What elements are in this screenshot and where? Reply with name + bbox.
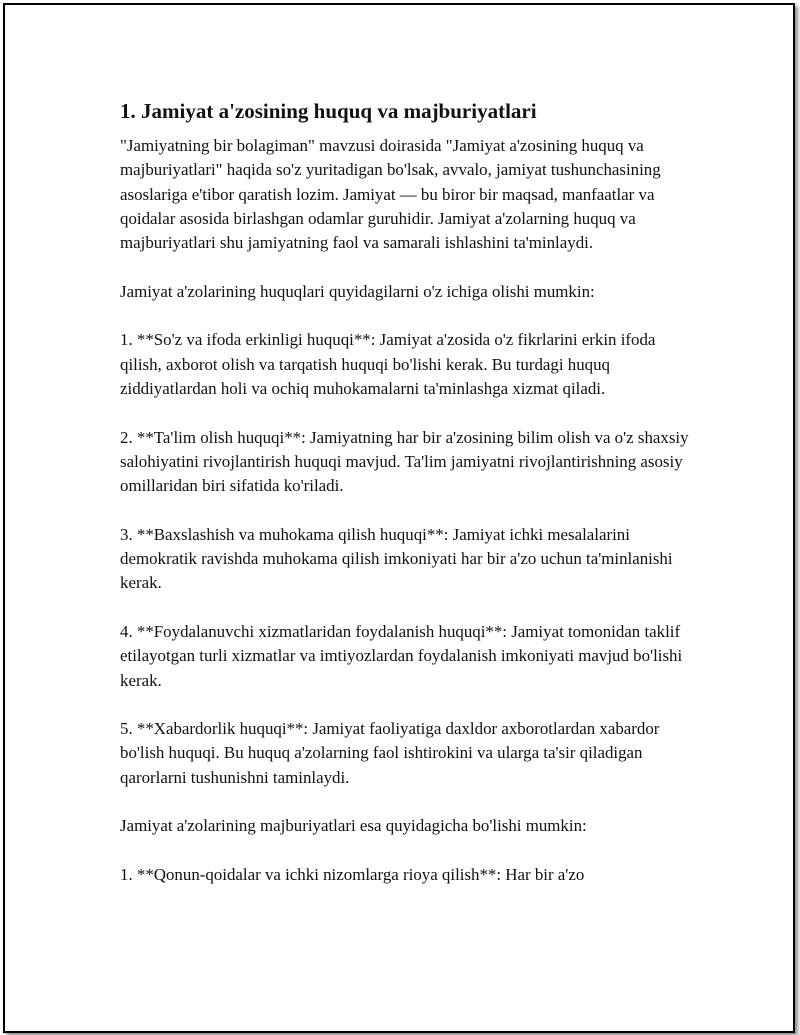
right-item-1: 1. **So'z va ifoda erkinligi huquqi**: Jamiyat a'zosida o'z fikrlarini erkin ifoda qilish, axborot olish va tarqatish huquqi bo'lishi kerak. Bu turdagi huquq ziddiyatlardan holi va ochiq muhokamalarni ta'minlashga xizmat qiladi. bbox=[120, 330, 656, 398]
rights-intro-paragraph: Jamiyat a'zolarining huquqlari quyidagilarni o'z ichiga olishi mumkin: bbox=[120, 281, 595, 301]
document-title: 1. Jamiyat a'zosining huquq va majburiyatlari bbox=[120, 99, 537, 123]
right-item-5: 5. **Xabardorlik huquqi**: Jamiyat faoliyatiga daxldor axborotlardan xabardor bo'lish huquqi. Bu huquq a'zolarning faol ishtirokini va ularga ta'sir qiladigan qarorlarni tushunishni taminlaydi. bbox=[120, 719, 660, 787]
right-item-4: 4. **Foydalanuvchi xizmatlaridan foydalanish huquqi**: Jamiyat tomonidan taklif etilayotgan turli xizmatlar va imtiyozlardan foydalanish imkoniyati mavjud bo'lishi kerak. bbox=[120, 621, 683, 690]
duties-intro-paragraph: Jamiyat a'zolarining majburiyatlari esa quyidagicha bo'lishi mumkin: bbox=[120, 816, 587, 836]
document-body bbox=[120, 97, 700, 887]
right-item-2: 2. **Ta'lim olish huquqi**: Jamiyatning har bir a'zosining bilim olish va o'z shaxsiy salohiyatini rivojlantirish huquqi mavjud. Ta'lim jamiyatni rivojlantirishning asosiy omillaridan biri sifatida ko'riladi. bbox=[120, 427, 689, 496]
intro-paragraph: "Jamiyatning bir bolagiman" mavzusi doirasida "Jamiyat a'zosining huquq va majburiyatlari" haqida so'z yuritadigan bo'lsak, avvalo, jamiyat tushunchasining asoslariga e'tibor qaratish lozim. Jamiyat — bu biror bir maqsad, manfaatlar va qoidalar asosida birlashgan odamlar guruhidir. Jamiyat a'zolarning huquq va majburiyatlari shu jamiyatning faol va samarali ishlashini ta'minlaydi. bbox=[120, 136, 661, 253]
document-page bbox=[3, 3, 795, 1033]
right-item-3: 3. **Baxslashish va muhokama qilish huquqi**: Jamiyat ichki mesalalarini demokratik ravishda muhokama qilish imkoniyati har bir a'zo uchun ta'minlanishi kerak. bbox=[120, 524, 673, 593]
duty-item-1: 1. **Qonun-qoidalar va ichki nizomlarga rioya qilish**: Har bir a'zo bbox=[120, 864, 585, 884]
